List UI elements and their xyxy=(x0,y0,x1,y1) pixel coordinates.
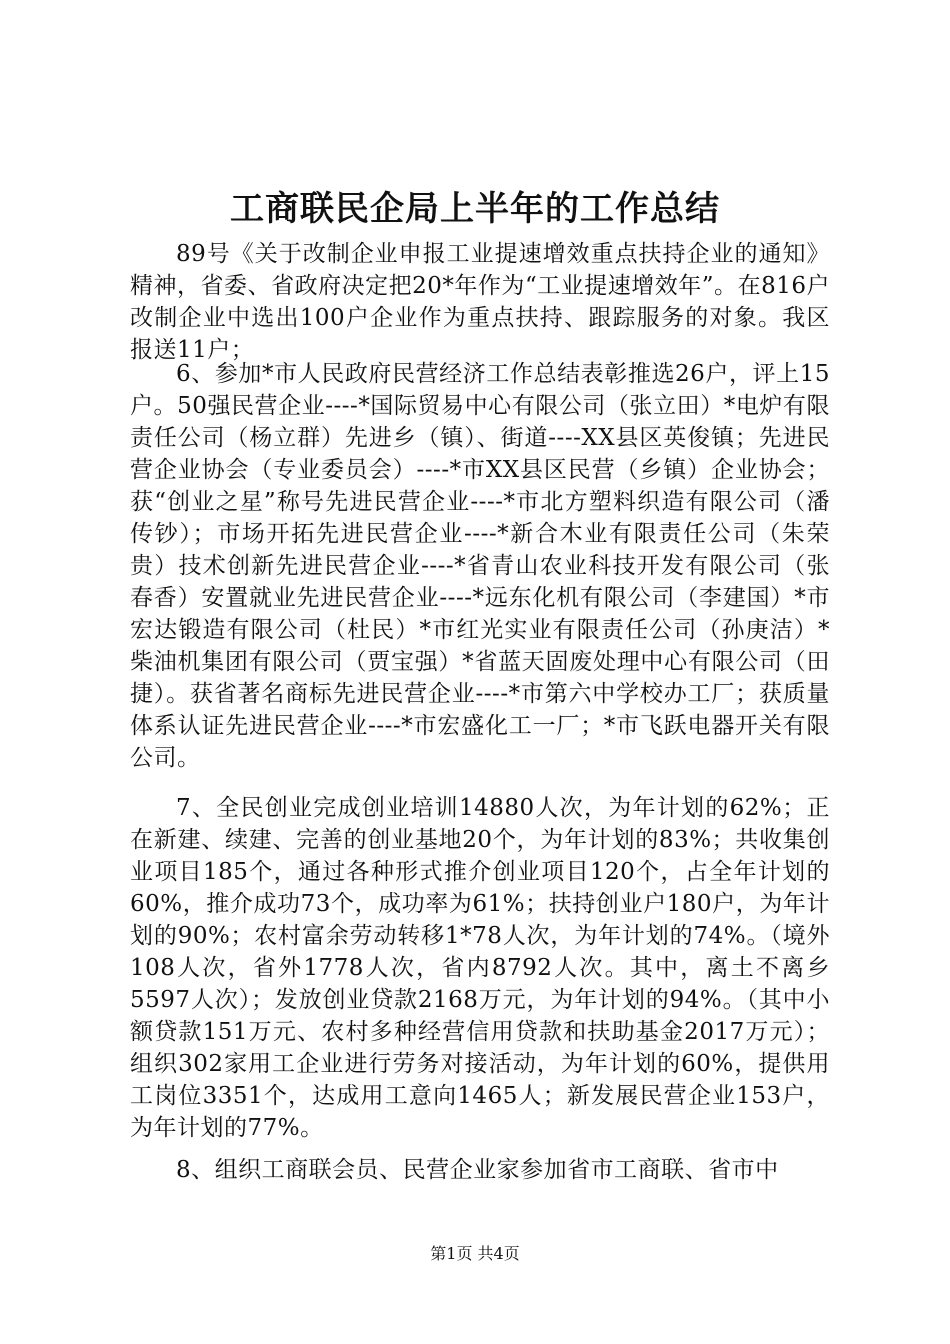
page-footer: 第1页 共4页 xyxy=(430,1244,520,1263)
document-title: 工商联民企局上半年的工作总结 xyxy=(230,189,720,229)
paragraph-item-6: 6、参加*市人民政府民营经济工作总结表彰推选26户，评上15户。50强民营企业----*国际贸易中心有限公司（张立田）*电炉有限责任公司（杨立群）先进乡（镇）、街道----XX县区英俊镇；先进民营企业协会（专业委员会）----*市XX县区民营（乡镇）企业协会；获“创业之星”称号先进民营企业----*市北方塑料织造有限公司（潘传钞）；市场开拓先进民营企业----*新合木业有限责任公司（朱荣贵）技术创新先进民营企业----*省青山农业科技开发有限公司（张春香）安置就业先进民营企业----*远东化机有限公司（李建国）*市宏达锻造有限公司（杜民）*市红光实业有限责任公司（孙庚洁）*柴油机集团有限公司（贾宝强）*省蓝天固废处理中心有限公司（田捷）。获省著名商标先进民营企业----*市第六中学校办工厂；获质量体系认证先进民营企业----*市宏盛化工一厂；*市飞跃电器开关有限公司。 xyxy=(130,361,830,771)
paragraph-item-8: 8、组织工商联会员、民营企业家参加省市工商联、省市中 xyxy=(176,1157,779,1183)
paragraph-notice: 89号《关于改制企业申报工业提速增效重点扶持企业的通知》精神，省委、省政府决定把20*年作为“工业提速增效年”。在816户改制企业中选出100户企业作为重点扶持、跟踪服务的对象。我区报送11户； xyxy=(130,241,830,363)
paragraph-item-7: 7、全民创业完成创业培训14880人次，为年计划的62%；正在新建、续建、完善的创业基地20个，为年计划的83%；共收集创业项目185个，通过各种形式推介创业项目120个，占全年计划的60%，推介成功73个，成功率为61%；扶持创业户180户，为年计划的90%；农村富余劳动转移1*78人次，为年计划的74%。（境外108人次，省外1778人次，省内8792人次。其中，离土不离乡5597人次）；发放创业贷款2168万元，为年计划的94%。（其中小额贷款151万元、农村多种经营信用贷款和扶助基金2017万元）；组织302家用工企业进行劳务对接活动，为年计划的60%，提供用工岗位3351个，达成用工意向1465人；新发展民营企业153户，为年计划的77%。 xyxy=(130,795,830,1141)
